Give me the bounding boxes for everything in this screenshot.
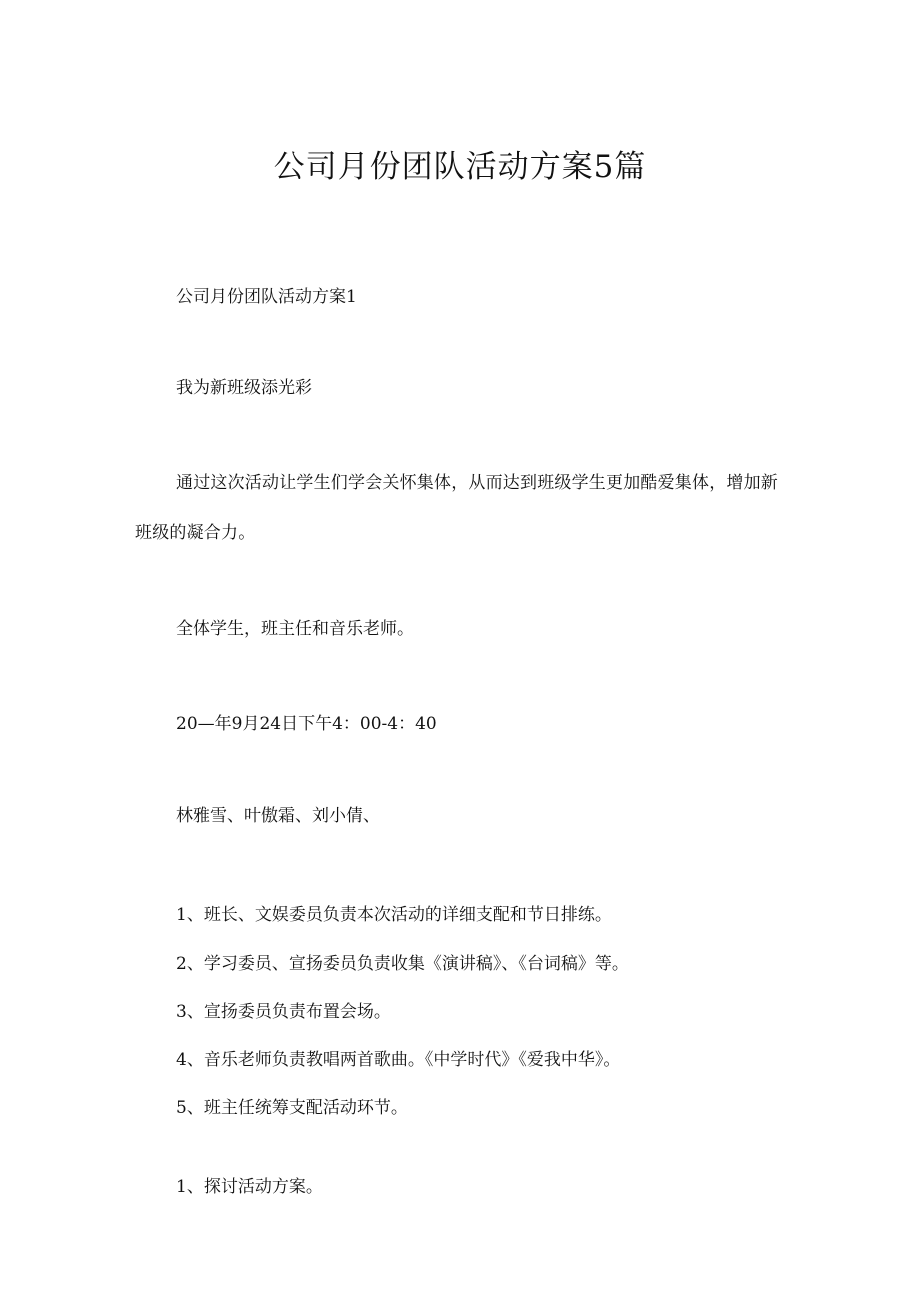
activity-theme: 我为新班级添光彩 <box>176 378 312 398</box>
duty-item: 1、班长、文娱委员负责本次活动的详细支配和节日排练。 <box>176 905 612 925</box>
duty-item: 5、班主任统筹支配活动环节。 <box>176 1098 408 1118</box>
document-title: 公司月份团队活动方案5篇 <box>273 149 647 185</box>
duty-item: 3、宣扬委员负责布置会场。 <box>176 1002 391 1022</box>
activity-time: 20—年9月24日下午4：00-4：40 <box>176 714 437 734</box>
duty-item: 2、学习委员、宣扬委员负责收集《演讲稿》、《台词稿》等。 <box>176 954 629 974</box>
activity-purpose: 通过这次活动让学生们学会关怀集体，从而达到班级学生更加酷爱集体，增加新班级的凝合力。 <box>135 473 778 543</box>
step-item: 1、探讨活动方案。 <box>176 1177 323 1197</box>
duty-item: 4、音乐老师负责教唱两首歌曲。《中学时代》《爱我中华》。 <box>176 1050 621 1070</box>
section-heading: 公司月份团队活动方案1 <box>176 287 357 307</box>
hosts: 林雅雪、叶傲霜、刘小倩、 <box>176 806 380 826</box>
participants: 全体学生，班主任和音乐老师。 <box>176 619 414 639</box>
